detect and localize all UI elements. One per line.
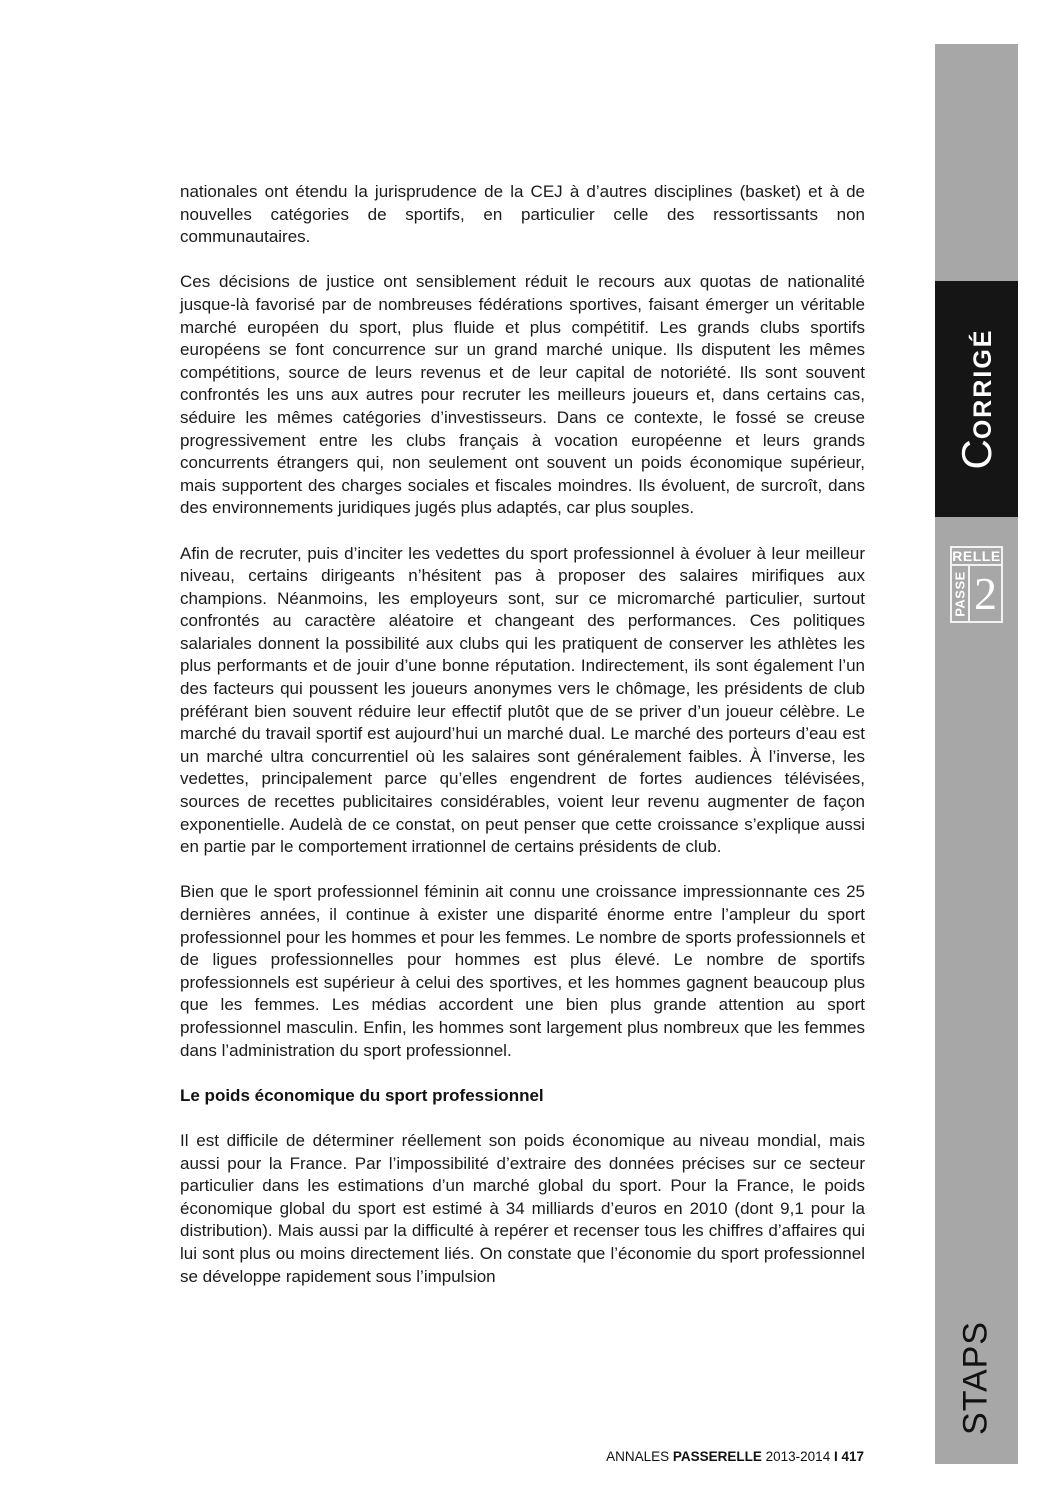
corrige-label-block xyxy=(935,281,1018,517)
paragraph-3: Afin de recruter, puis d’inciter les vedettes du sport professionnel à évoluer à leur meilleur niveau, certains dirigeants n’hésitent pas à proposer des salaires mirifiques aux champions. Néanmoins, les employeurs sont, sur ce micromarché particulier, surtout confrontés au caractère aléatoire et changeant des performances. Ces politiques salariales donnent la possibilité aux clubs qui les pratiquent de conserver les athlètes les plus performants et de jouir d’une bonne réputation. Indirectement, ils sont également l’un des facteurs qui poussent les joueurs anonymes vers le chômage, les présidents de club préférant bien souvent réduire leur effectif plutôt que de se priver d’un joueur célèbre. Le marché du travail sportif est aujourd’hui un marché dual. Le marché des porteurs d’eau est un marché ultra concurrentiel où les salaires sont généralement faibles. À l’inverse, les vedettes, principalement parce qu’elles engendrent de fortes audiences télévisées, sources de recettes publicitaires considérables, voient leur revenu augmenter de façon exponentielle. Audelà de ce constat, on peut penser que cette croissance s’explique aussi en partie par le comportement irrationnel de certains présidents de club. xyxy=(180,543,865,857)
page-number: 417 xyxy=(837,1449,864,1464)
section-label: STAPS xyxy=(956,1321,995,1435)
corrige-label xyxy=(953,329,1001,470)
paragraph-4: Bien que le sport professionnel féminin ait connu une croissance impressionnante ces 25 dernières années, il continue à exister une disparité énorme entre l’ampleur du sport professionnel pour les hommes et pour les femmes. Le nombre de sports professionnels et de ligues professionnelles pour hommes est plus élevé. Le nombre de sportifs professionnels est supérieur à celui des sportives, et les hommes gagnent beaucoup plus que les femmes. Les médias accordent une bien plus grande attention au sport professionnel masculin. Enfin, les hommes sont largement plus nombreux que les femmes dans l’administration du sport professionnel. xyxy=(180,882,865,1060)
footer-prefix: ANNALES xyxy=(606,1449,673,1464)
paragraph-5: Il est difficile de déterminer réellement son poids économique au niveau mondial, mais aussi pour la France. Par l’impossibilité d’extraire des données précises sur ce secteur particulier dans les estimations d’un marché global du sport. Pour la France, le poids économique global du sport est estimé à 34 milliards d’euros en 2010 (dont 9,1 pour la distribution). Mais aussi par la difficulté à repérer et recenser tous les chiffres d’affaires qui lui sont plus ou moins directement liés. On constate que l’économie du sport professionnel se développe rapidement sous l’impulsion xyxy=(180,1130,865,1286)
corrige-initial: C xyxy=(952,439,1000,470)
logo-side-box xyxy=(952,566,970,621)
side-tab xyxy=(935,44,1018,1464)
footer-separator: I xyxy=(833,1449,838,1464)
logo-top-text: RELLE xyxy=(952,548,1001,564)
footer-brand: PASSERELLE xyxy=(672,1449,762,1464)
section-heading: Le poids économique du sport professionnel xyxy=(180,1085,544,1105)
paragraph-1: nationales ont étendu la jurisprudence de la CEJ à d’autres disciplines (basket) et à de nouvelles catégories de sportifs, en particulier celle des ressortissants non communautaires. xyxy=(180,182,865,247)
corrige-rest: ORRIGÉ xyxy=(968,328,997,440)
footer-years: 2013-2014 xyxy=(761,1449,834,1464)
paragraph-2: Ces décisions de justice ont sensiblement réduit le recours aux quotas de nationalité jusque-là favorisé par de nombreuses fédérations sportives, faisant émerger un véritable marché européen du sport, plus fluide et plus compétitif. Les grands clubs sportifs européens se font concurrence sur un grand marché unique. Ils disputent les mêmes compétitions, source de leurs revenus et de leur capital de notoriété. Ils sont souvent confrontés les uns aux autres pour recruter les meilleurs joueurs et, dans certains cas, séduire les mêmes catégories d’investisseurs. Dans ce contexte, le fossé se creuse progressivement entre les clubs français à vocation européenne et leurs grands concurrents étrangers qui, non seulement ont souvent un poids économique supérieur, mais supportent des charges sociales et fiscales moindres. Ils évoluent, de surcroît, dans des environnements juridiques jugés plus adaptés, car plus souples. xyxy=(180,272,865,518)
main-text xyxy=(180,181,865,1311)
page-footer xyxy=(520,1447,864,1467)
logo-number: 2 xyxy=(974,568,997,619)
logo-side-text: PASSE xyxy=(952,570,968,617)
passerelle-logo xyxy=(950,546,1003,623)
